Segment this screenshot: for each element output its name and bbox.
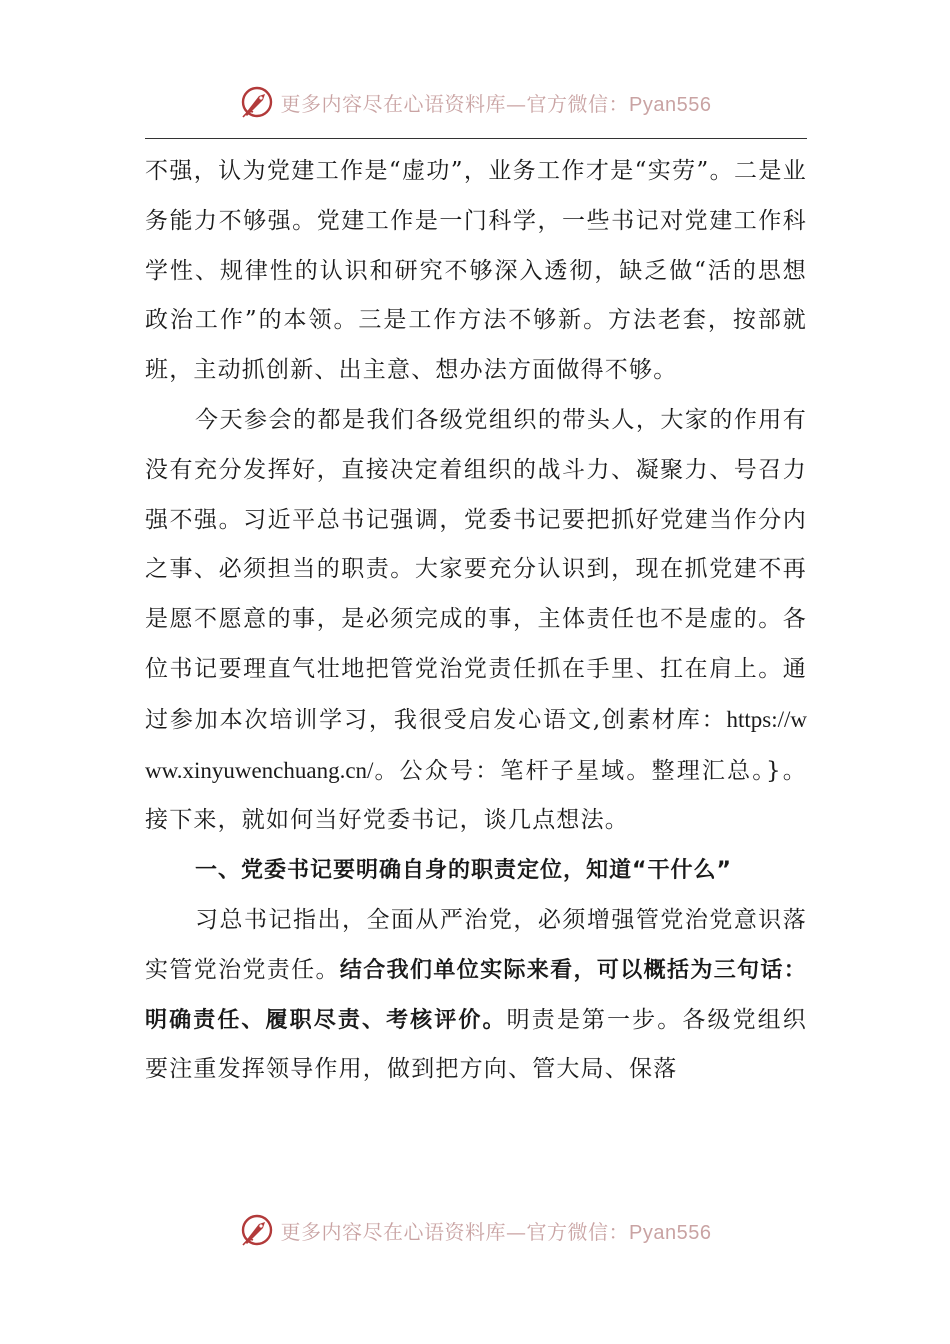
footer-banner [0, 1208, 950, 1252]
section-heading-1: 一、党委书记要明确自身的职责定位，知道“干什么” [195, 858, 732, 884]
paragraph-1: 不强，认为党建工作是“虚功”，业务工作才是“实劳”。二是业务能力不够强。党建工作是一门科学，一些书记对党建工作科学性、规律性的认识和研究不够深入透彻，缺乏做“活的思想政治工作”的本领。三是工作方法不够新。方法老套，按部就班，主动抓创新、出主意、想办法方面做得不够。 [145, 158, 807, 384]
paragraph-2-url: https://www.xinyuwenchuang.cn/ [145, 706, 807, 783]
header-rule [145, 138, 807, 139]
footer-banner-label: 更多内容尽在心语资料库—官方微信： [280, 1219, 630, 1244]
footer-wechat-id: Pyan556 [629, 1221, 712, 1244]
paragraph-3-bold: 结合我们单位实际来看，可以概括为三句话：明确责任、履职尽责、考核评价。 [145, 957, 807, 1033]
paragraph-2 [145, 396, 807, 846]
paragraph-3 [145, 896, 807, 1095]
header-wechat-id: Pyan556 [629, 93, 712, 116]
footer-banner-text [281, 1216, 712, 1245]
document-body [145, 147, 807, 1095]
paragraph-2-text-a: 今天参会的都是我们各级党组织的带头人，大家的作用有没有充分发挥好，直接决定着组织的战斗力、凝聚力、号召力强不强。习近平总书记强调，党委书记要把抓好党建当作分内之事、必须担当的职责。大家要充分认识到，现在抓党建不再是愿不愿意的事，是必须完成的事，主体责任也不是虚的。各位书记要理直气壮地把管党治党责任抓在手里、扛在肩上。通过参加本次培训学习，我很受启发心语文,创素材库： [145, 406, 807, 733]
pen-nib-circle-icon [239, 1212, 275, 1248]
paragraph-3-text-b: 明责是第一步。各级党组织要注重发挥领导作用，做到把方向、管大局、保落 [145, 1006, 807, 1083]
header-banner-label: 更多内容尽在心语资料库—官方微信： [280, 91, 630, 116]
header-banner [0, 80, 950, 124]
header-banner-text [281, 88, 712, 117]
paragraph-2-text-b: 。公众号：笔杆子星域。整理汇总。}。接下来，就如何当好党委书记，谈几点想法。 [145, 757, 807, 834]
pen-nib-circle-icon [239, 84, 275, 120]
paragraph-3-text-a: 习总书记指出，全面从严治党，必须增强管党治党意识落实管党治党责任。 [145, 906, 807, 983]
